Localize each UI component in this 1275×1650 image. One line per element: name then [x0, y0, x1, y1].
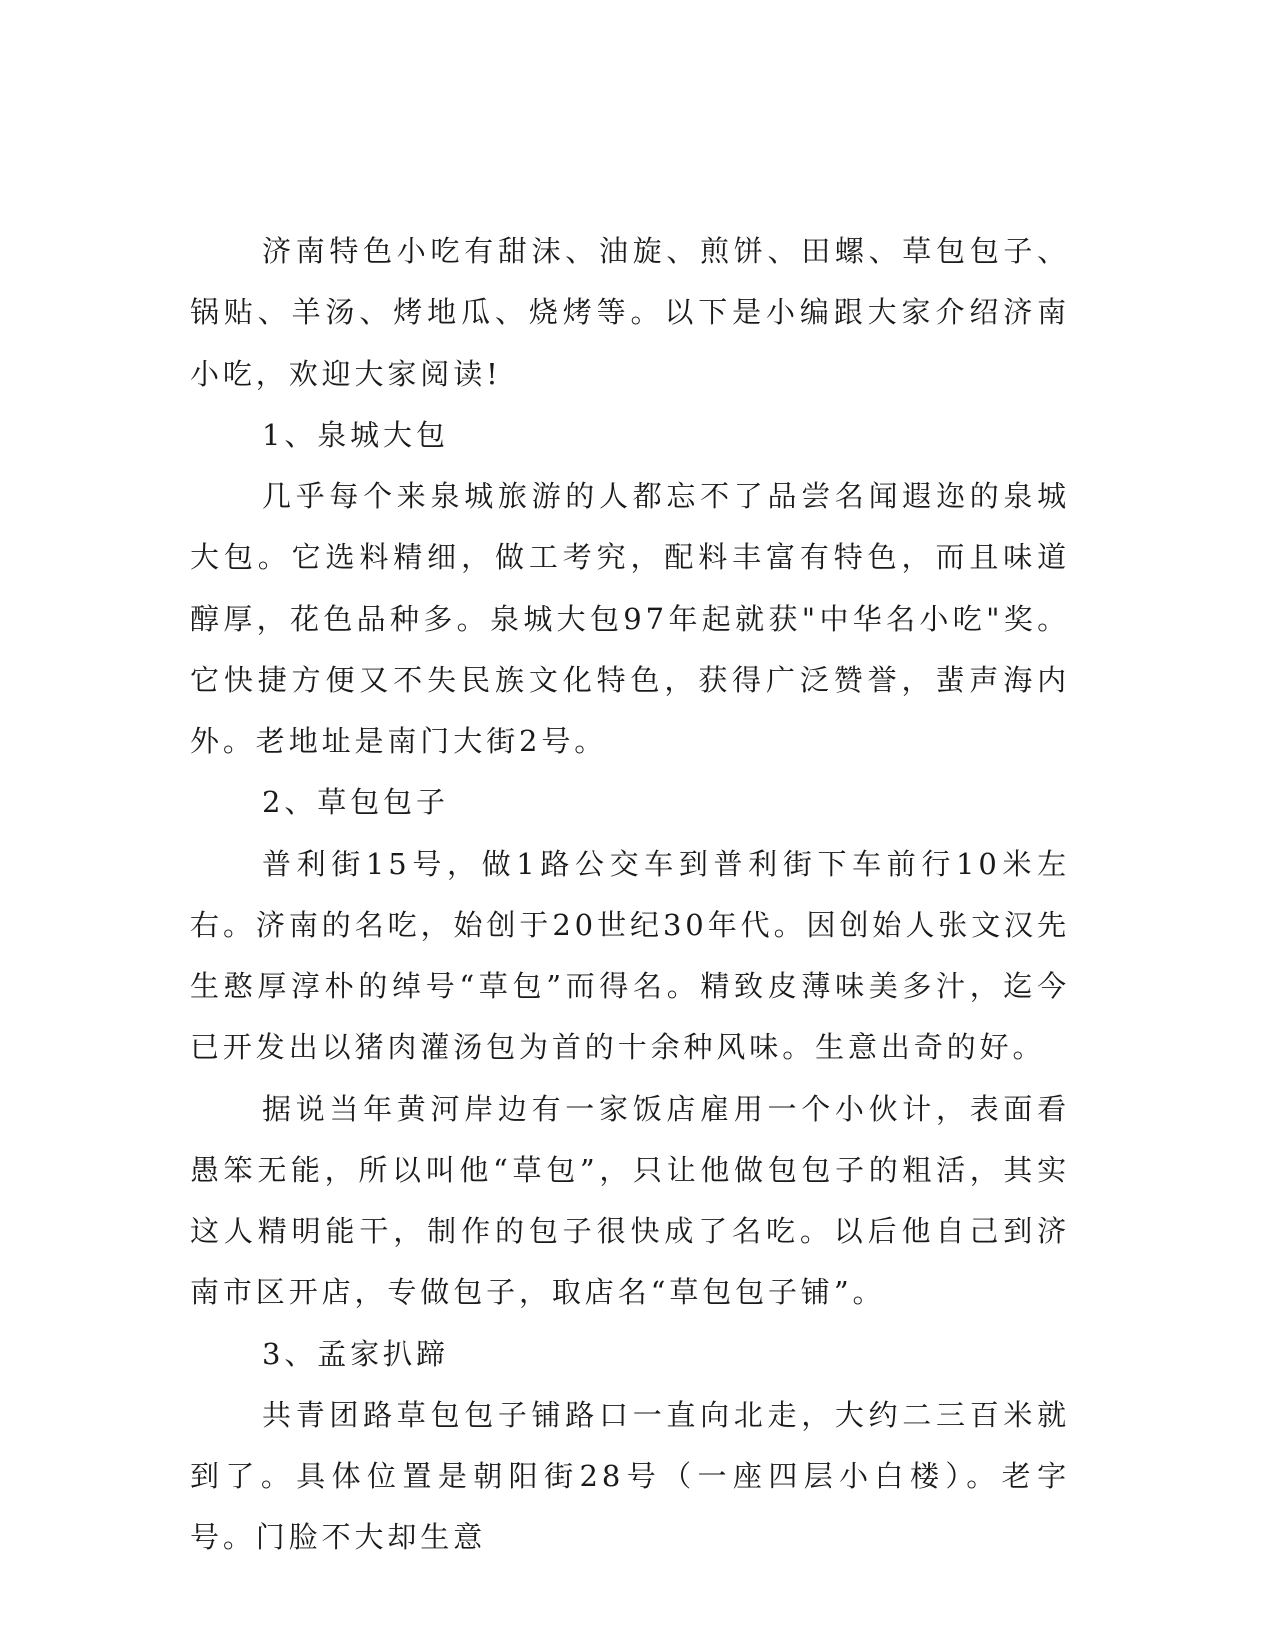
intro-paragraph: 济南特色小吃有甜沫、油旋、煎饼、田螺、草包包子、锅贴、羊汤、烤地瓜、烧烤等。以下是小编跟大家介绍济南小吃，欢迎大家阅读! — [190, 234, 1070, 391]
document-body — [190, 221, 1070, 1569]
quancheng-dabao-paragraph: 几乎每个来泉城旅游的人都忘不了品尝名闻遐迩的泉城大包。它选料精细，做工考究，配料丰富有特色，而且味道醇厚，花色品种多。泉城大包97年起就获"中华名小吃"奖。它快捷方便又不失民族文化特色，获得广泛赞誉，蜚声海内外。老地址是南门大街2号。 — [190, 479, 1070, 758]
mengjia-pati-paragraph: 共青团路草包包子铺路口一直向北走，大约二三百米就到了。具体位置是朝阳街28号（一座四层小白楼）。老字号。门脸不大却生意 — [190, 1397, 1070, 1555]
section-heading-caobao-baozi: 2、草包包子 — [262, 785, 449, 820]
section-heading-quancheng-dabao: 1、泉城大包 — [262, 417, 449, 452]
caobao-baozi-paragraph: 普利街15号，做1路公交车到普利街下车前行10米左右。济南的名吃，始创于20世纪30年代。因创始人张文汉先生憨厚淳朴的绰号“草包”而得名。精致皮薄味美多汁，迄今已开发出以猪肉灌汤包为首的十余种风味。生意出奇的好。 — [190, 846, 1070, 1065]
caobao-legend-paragraph: 据说当年黄河岸边有一家饭店雇用一个小伙计，表面看愚笨无能，所以叫他“草包”，只让他做包包子的粗活，其实这人精明能干，制作的包子很快成了名吃。以后他自己到济南市区开店，专做包子，取店名“草包包子铺”。 — [190, 1091, 1070, 1310]
section-heading-mengjia-pati: 3、孟家扒蹄 — [262, 1336, 449, 1371]
